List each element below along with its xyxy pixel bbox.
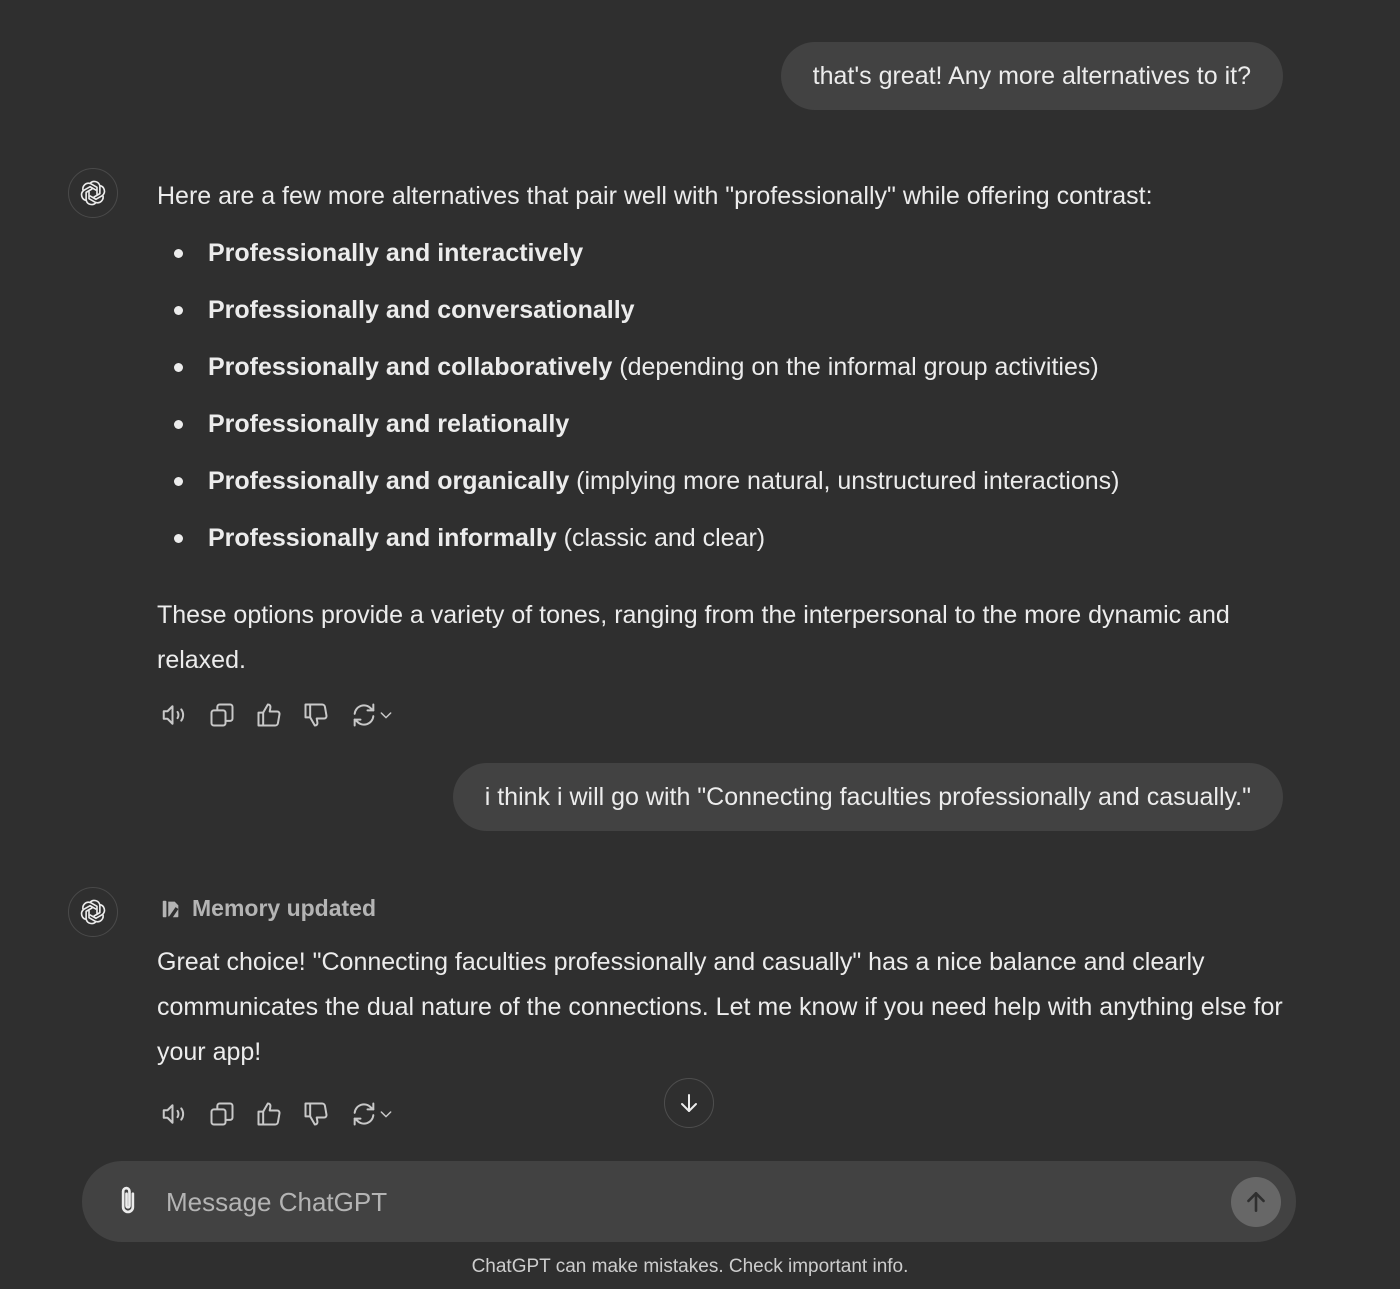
memory-pencil-icon [160,897,184,921]
arrow-up-icon [1243,1189,1269,1215]
copy-icon [208,701,236,729]
regenerate-button[interactable] [345,1096,399,1132]
disclaimer-text: ChatGPT can make mistakes. Check important info. [471,1256,909,1277]
regenerate-icon [350,1100,378,1128]
attach-button[interactable] [110,1183,146,1219]
message-actions [157,697,410,733]
chatgpt-logo-icon [68,168,118,218]
thumbs-up-icon [255,701,283,729]
list-item-note: (classic and clear) [556,524,766,552]
list-item-bold: Professionally and collaboratively [208,353,613,381]
chevron-down-icon [378,1106,394,1122]
list-item-bold: Professionally and organically [208,467,570,495]
regenerate-icon [350,701,378,729]
assistant-reply-text: Great choice! "Connecting faculties professionally and casually" has a nice balance and clearly communicates the dual nature of the connections. Let me know if you need help with anything else for your app! [157,948,1283,1066]
copy-button[interactable] [204,1096,240,1132]
message-actions [157,1096,410,1132]
memory-updated-indicator[interactable] [160,895,376,922]
list-item [157,234,1287,291]
chevron-down-icon [378,707,394,723]
copy-icon [208,1100,236,1128]
read-aloud-icon [160,700,190,730]
arrow-down-icon [677,1091,701,1115]
chatgpt-logo-icon [68,887,118,937]
copy-button[interactable] [204,697,240,733]
message-input[interactable] [164,1179,1198,1225]
list-item [157,462,1287,519]
bullet-dot [174,363,183,372]
list-item-note: (implying more natural, unstructured interactions) [569,467,1120,495]
user-message-text: i think i will go with "Connecting faculties professionally and casually." [484,783,1251,811]
list-item [157,405,1287,462]
user-message-bubble [781,42,1283,110]
list-item [157,348,1287,405]
assistant-outro-text: These options provide a variety of tones, ranging from the interpersonal to the more dynamic and relaxed. [157,601,1230,674]
thumbs-down-button[interactable] [298,1096,334,1132]
bullet-dot [174,306,183,315]
list-item-bold: Professionally and informally [208,524,557,552]
user-message-text: that's great! Any more alternatives to it? [812,62,1251,90]
thumbs-down-button[interactable] [298,697,334,733]
list-item-bold: Professionally and relationally [208,410,570,438]
memory-label: Memory updated [192,895,377,921]
thumbs-up-icon [255,1100,283,1128]
thumbs-down-icon [302,701,330,729]
thumbs-up-button[interactable] [251,697,287,733]
list-item-bold: Professionally and interactively [208,239,584,267]
alternatives-list [157,234,1287,576]
bullet-dot [174,534,183,543]
bullet-dot [174,420,183,429]
user-message-bubble [453,763,1283,831]
list-item-bold: Professionally and conversationally [208,296,635,324]
send-button[interactable] [1231,1177,1281,1227]
read-aloud-button[interactable] [157,697,193,733]
message-composer [82,1161,1296,1242]
regenerate-button[interactable] [345,697,399,733]
list-item [157,519,1287,576]
bullet-dot [174,249,183,258]
thumbs-up-button[interactable] [251,1096,287,1132]
bullet-dot [174,477,183,486]
read-aloud-button[interactable] [157,1096,193,1132]
paperclip-icon [113,1184,143,1218]
assistant-intro-text: Here are a few more alternatives that pair well with "professionally" while offering contrast: [157,182,1153,210]
list-item [157,291,1287,348]
list-item-note: (depending on the informal group activities) [612,353,1099,381]
scroll-to-bottom-button[interactable] [664,1078,714,1128]
thumbs-down-icon [302,1100,330,1128]
read-aloud-icon [160,1099,190,1129]
